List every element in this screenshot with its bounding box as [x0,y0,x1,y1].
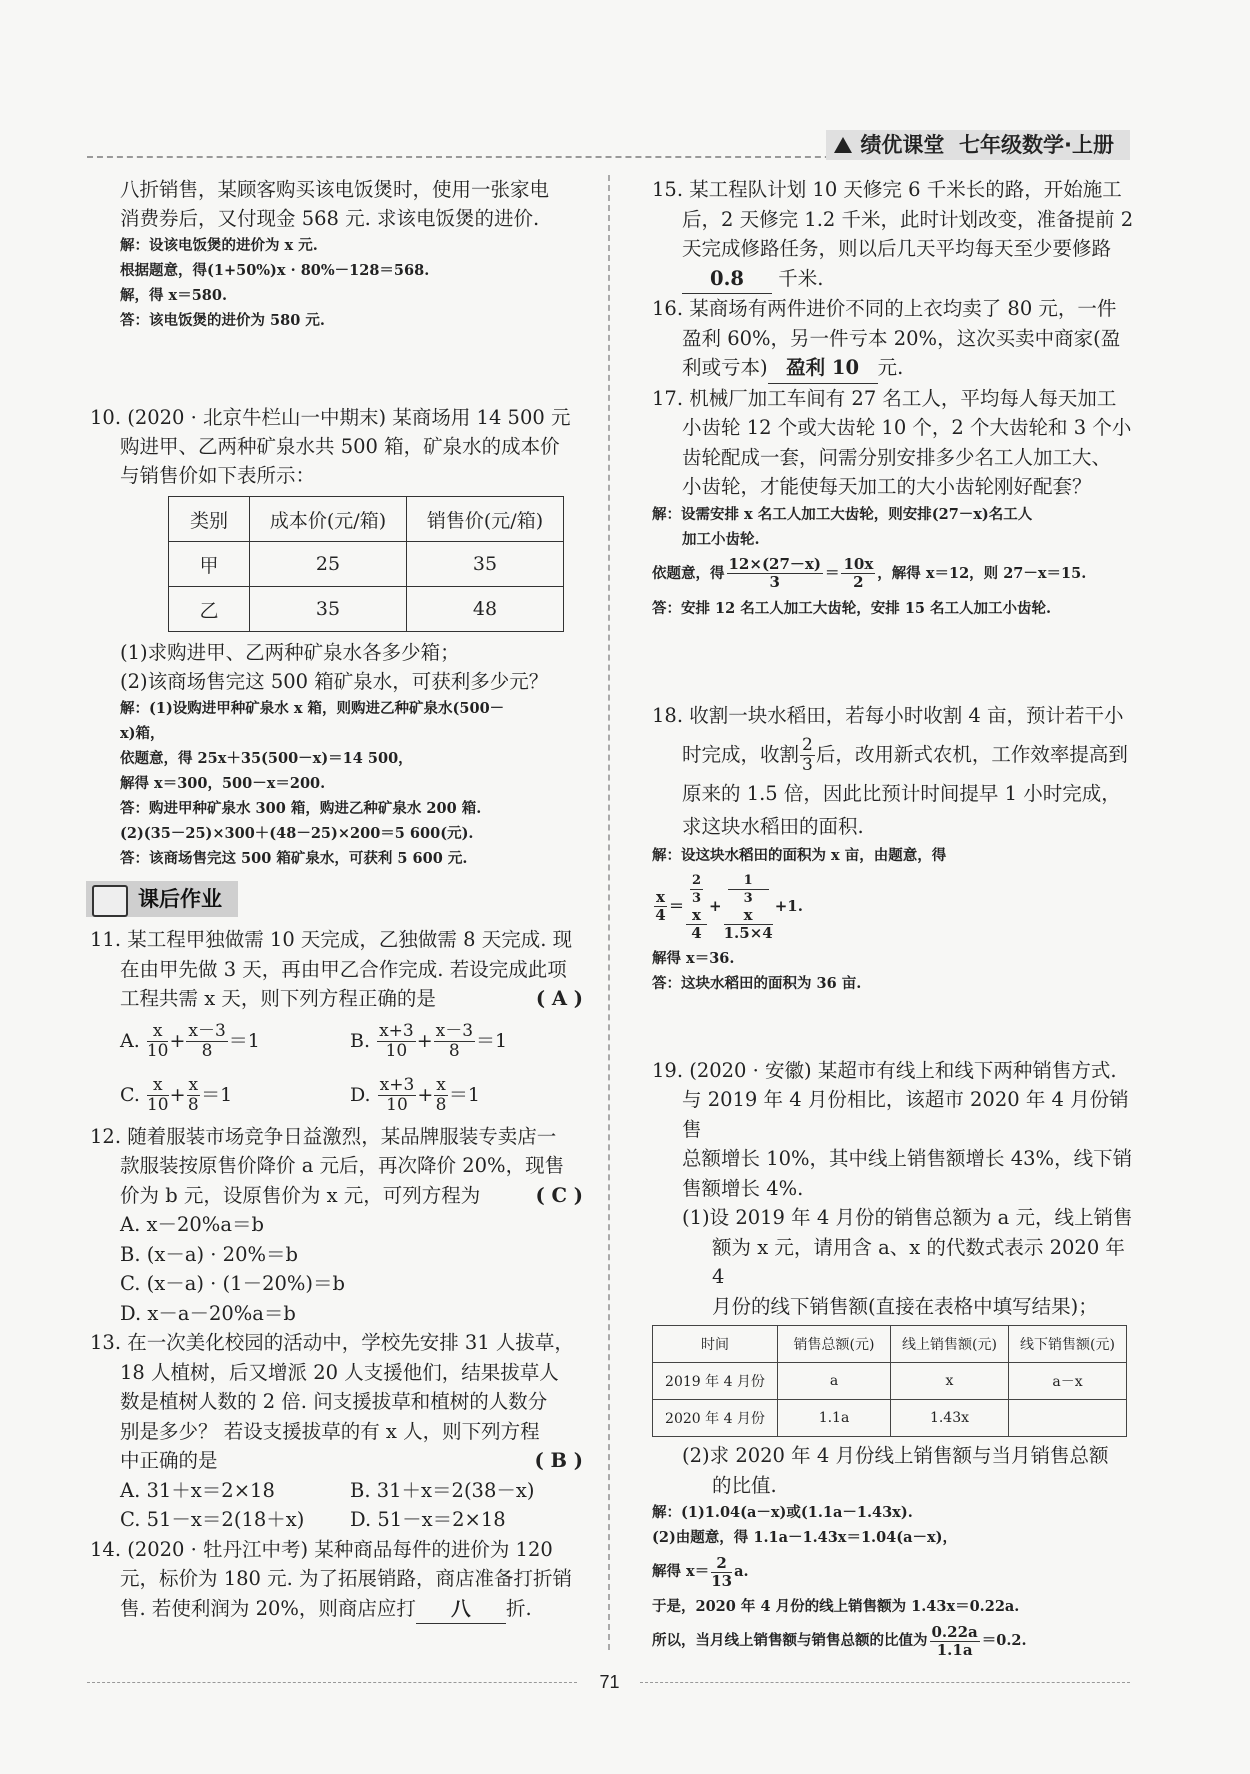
q12-option: D. x－a－20%a＝b [120,1301,296,1325]
q18-answer-line: 解：设这块水稻田的面积为 x 亩，由题意，得 [652,846,947,864]
q14-line: 元，标价为 180 元. 为了拓展销路，商店准备打折销 [120,1567,573,1590]
page-footer [87,1672,1130,1692]
q19-answer-line: 于是，2020 年 4 月份的线上销售额为 1.43x＝0.22a. [652,1598,1020,1615]
denominator: 10 [386,1095,408,1115]
q17-answer-line: 答：安排 12 名工人加工大齿轮，安排 15 名工人加工小齿轮. [652,599,1052,617]
q15-line: 15. 某工程队计划 10 天修完 6 千米长的路，开始施工 [652,178,1122,201]
q17-line: 小齿轮 12 个或大齿轮 10 个，2 个大齿轮和 3 个小 [682,416,1132,439]
numerator: x－3 [188,1021,226,1041]
table-cell: 乙 [169,587,250,632]
option-label: D. [350,1083,371,1106]
q15-line [652,264,1135,295]
q11-answer: A [551,987,567,1010]
denominator: 2 [853,573,864,591]
q13-line: 18 人植树，后又增派 20 人支援他们，结果拔草人 [120,1360,559,1384]
footer-rule [640,1682,1130,1683]
q16-line [652,353,1135,384]
q17-line: 齿轮配成一套，问需分别安排多少名工人加工大、 [682,445,1112,469]
numerator: x [436,1075,446,1095]
table-header: 成本价(元/箱) [250,497,407,542]
denominator: 3 [691,890,702,906]
section-title [86,881,238,917]
q13-option: A. 31＋x＝2×18 [120,1478,275,1502]
q10-answer-line: 解得 x＝300，500－x＝200. [120,775,326,792]
q14-line: 14. (2020 · 牡丹江中考) 某种商品每件的进价为 120 [90,1537,553,1561]
section-title-text: 课后作业 [138,887,222,911]
eq-suffix: +1. [774,896,803,915]
price-table [168,496,564,632]
table-cell: a [778,1363,891,1400]
table-cell: 48 [407,587,564,632]
numerator: x [147,1022,169,1042]
numerator: 12×(27－x) [728,555,821,573]
numerator: 10x [843,555,874,573]
q17-answer-line: 解：设需安排 x 名工人加工大齿轮，则安排(27－x)名工人 [652,505,1033,523]
equals-one: ＝1 [448,1083,480,1106]
q19-part: 额为 x 元，请用含 a、x 的代数式表示 2020 年 4 [712,1235,1125,1288]
q14-tail: 折. [505,1596,532,1620]
book-title: 绩优课堂 [860,133,945,157]
q19-answer-line: 解：(1)1.04(a－x)或(1.1a－1.43x). [652,1504,913,1521]
numerator: 1 [728,872,769,890]
q18-answer-line: 解得 x＝36. [652,949,735,967]
q9-answer-line: 解：设该电饭煲的进价为 x 元. [120,237,318,254]
table-cell: 2020 年 4 月份 [653,1400,778,1437]
operator: + [416,1029,433,1052]
eq-prefix: 解得 x＝ [652,1563,710,1580]
q10-part: (1)求购进甲、乙两种矿泉水各多少箱； [120,641,460,664]
q12-option: C. (x－a) · (1－20%)＝b [120,1272,346,1295]
q10-answer-line: x)箱， [120,725,165,742]
q15-blank: 0.8 [682,264,772,295]
q11-line: 在由甲先做 3 天，再由甲乙合作完成. 若设完成此项 [120,957,567,981]
table-cell: 甲 [169,542,250,587]
triangle-icon [834,137,852,153]
q11-line: 11. 某工程甲独做需 10 天完成，乙独做需 8 天完成. 现 [90,928,573,951]
q10-line: 与销售价如下表所示： [120,464,316,487]
q18-text: 后，改用新式农机，工作效率提高到 [815,742,1128,766]
denominator: 3 [802,754,813,775]
q13-line: 数是植树人数的 2 倍. 问支援拔草和植树的人数分 [120,1390,548,1413]
q19-part: (2)求 2020 年 4 月份线上销售额与当月销售总额 [682,1444,1109,1467]
numerator: x [656,888,665,906]
denominator: 8 [448,1041,460,1061]
q13-answer: B [550,1449,567,1472]
option-label: A. [120,1029,140,1052]
eq-prefix: 依题意，得 [652,564,725,582]
numerator: 2 [802,734,813,755]
operator: + [169,1029,186,1052]
q9-answer-line: 解，得 x＝580. [120,287,228,304]
q14-line-text: 售. 若使利润为 20%，则商店应打 [120,1596,416,1620]
table-cell: 35 [250,587,407,632]
q12-line: 价为 b 元，设原售价为 x 元，可列方程为 ( C ) [120,1183,583,1207]
q19-solve [652,1550,1135,1594]
denominator: 4 [691,923,702,942]
q15-line: 后，2 天修完 1.2 千米，此时计划改变，准备提前 2 [682,207,1134,231]
left-column [90,175,595,1624]
numerator: 2 [711,1555,732,1573]
table-header: 类别 [169,497,250,542]
numerator: x－3 [435,1021,474,1041]
q19-line: 与 2019 年 4 月份相比，该超市 2020 年 4 月份销售 [682,1088,1129,1141]
q9-line: 消费券后，又付现金 568 元. 求该电饭煲的进价. [120,207,540,230]
q13-option: B. 31＋x＝2(38－x) [350,1478,535,1502]
table-cell: x [891,1363,1009,1400]
q12-line: 款服装按原售价降价 a 元后，再次降价 20%，现售 [120,1154,565,1177]
numerator: x [188,1075,199,1095]
sales-table [652,1325,1127,1437]
q19-line: 19. (2020 · 安徽) 某超市有线上和线下两种销售方式. [652,1058,1117,1082]
q9-answer-line: 答：该电饭煲的进价为 580 元. [120,312,325,329]
denominator: 1.5×4 [723,923,773,942]
q18-line: 原来的 1.5 倍，因此比预计时间提早 1 小时完成， [682,781,1121,805]
q11-line: 工程共需 x 天，则下列方程正确的是 ( A ) [120,987,583,1010]
q18-equation [652,872,1135,942]
q13-line: 别是多少？ 若设支援拔草的有 x 人，则下列方程 [120,1419,540,1443]
operator: + [417,1083,434,1106]
q12-answer: C [551,1183,567,1207]
table-header: 销售总额(元) [778,1326,891,1363]
eq-suffix: a. [734,1563,749,1580]
q11-line-text: 工程共需 x 天，则下列方程正确的是 [120,987,436,1010]
q19-part: (1)设 2019 年 4 月份的销售总额为 a 元，线上销售 [682,1206,1133,1229]
q16-blank: 盈利 10 [768,353,878,384]
table-header: 线上销售额(元) [891,1326,1009,1363]
q13-line: 13. 在一次美化校园的活动中，学校先安排 31 人拔草， [90,1331,574,1354]
q12-option: B. (x－a) · 20%＝b [120,1242,298,1266]
q10-answer-line: 解：(1)设购进甲种矿泉水 x 箱，则购进乙种矿泉水(500－ [120,700,505,717]
denominator: 10 [146,1095,169,1115]
q15-line: 天完成修路任务，则以后几天平均每天至少要修路 [682,237,1112,260]
q12-line: 12. 随着服装市场竞争日益激烈，某品牌服装专卖店一 [90,1124,557,1148]
denominator: 8 [435,1095,447,1115]
table-header: 销售价(元/箱) [407,497,564,542]
q11-option-a [120,1014,350,1068]
q19-answer-line: (2)由题意，得 1.1a－1.43x＝1.04(a－x)， [652,1529,958,1546]
q9-line: 八折销售，某顾客购买该电饭煲时，使用一张家电 [120,178,550,201]
q19-ratio [652,1619,1135,1663]
q13-option: C. 51－x＝2(18＋x) [120,1508,305,1531]
q14-blank: 八 [416,1594,506,1625]
right-column [652,175,1135,1663]
numerator: 2 [691,872,702,888]
q16-line: 盈利 60%，另一件亏本 20%，这次买卖中商家(盈 [682,326,1121,350]
equals-one: ＝1 [228,1029,260,1052]
q11-option-d [350,1068,590,1122]
q13-line: 中正确的是 ( B ) [120,1449,583,1472]
table-cell: 2019 年 4 月份 [653,1363,778,1400]
equals: ＝ [668,896,684,915]
q19-line: 售额增长 4%. [682,1176,804,1200]
q10-line: 10. (2020 · 北京牛栏山一中期末) 某商场用 14 500 元 [90,406,571,429]
q10-answer-line: 答：购进甲种矿泉水 300 箱，购进乙种矿泉水 200 箱. [120,800,482,817]
q11-option-c [120,1068,350,1122]
denominator: 3 [769,573,780,591]
operator: + [709,896,722,915]
q10-answer-line: 依题意，得 25x＋35(500－x)＝14 500， [120,750,413,767]
operator: + [169,1083,186,1106]
denominator: 13 [711,1571,733,1590]
table-cell: 1.1a [778,1400,891,1437]
q16-line-text: 利或亏本) [682,356,768,379]
table-header: 线下销售额(元) [1009,1326,1127,1363]
q18-answer-line: 答：这块水稻田的面积为 36 亩. [652,974,862,992]
denominator: 10 [385,1041,408,1061]
q11-option-b [350,1014,590,1068]
q17-line: 17. 机械厂加工车间有 27 名工人，平均每人每天加工 [652,386,1117,410]
q9-answer-line: 根据题意，得(1+50%)x · 80%－128＝568. [120,262,430,279]
eq-suffix: ，解得 x＝12，则 27－x＝15. [877,564,1087,582]
option-label: B. [350,1029,371,1052]
q10-line: 购进甲、乙两种矿泉水共 500 箱，矿泉水的成本价 [120,435,560,458]
table-cell: a－x [1009,1363,1127,1400]
q17-line: 小齿轮，才能使每天加工的大小齿轮刚好配套？ [682,475,1092,498]
variable: x [743,905,753,924]
q18-line [652,733,1135,777]
q17-answer-line: 加工小齿轮. [682,530,760,548]
q18-line: 18. 收割一块水稻田，若每小时收割 4 亩，预计若干小 [652,703,1124,727]
denominator: 8 [201,1041,213,1061]
denominator: 10 [146,1041,169,1061]
q13-option: D. 51－x＝2×18 [350,1508,506,1531]
equals-one: ＝1 [476,1029,508,1052]
q18-text: 时完成，收割 [682,742,800,766]
variable: x [692,905,701,924]
denominator: 3 [743,890,753,906]
page-header [87,130,1130,160]
page-number: 71 [599,1672,620,1692]
q19-part: 的比值. [712,1473,777,1497]
q14-line [90,1594,595,1625]
q10-answer-line: (2)(35－25)×300＋(48－25)×200＝5 600(元). [120,825,474,842]
q17-equation [652,552,1135,596]
table-cell: 25 [250,542,407,587]
table-cell: 35 [407,542,564,587]
q19-line: 总额增长 10%，其中线上销售额增长 43%，线下销 [682,1147,1133,1170]
q16-tail: 元. [877,356,904,379]
table-cell: 1.43x [891,1400,1009,1437]
numerator: x [147,1076,169,1096]
q10-part: (2)该商场售完这 500 箱矿泉水，可获利多少元？ [120,670,549,693]
denominator: 1.1a [936,1640,973,1659]
denominator: 4 [655,906,666,924]
q15-tail: 千米. [778,266,824,290]
table-cell [1009,1400,1127,1437]
q19-part: 月份的线下销售额(直接在表格中填写结果)； [712,1294,1098,1318]
q13-line-text: 中正确的是 [120,1449,218,1472]
numerator: x+3 [379,1075,415,1095]
eq-suffix: ＝0.2. [981,1632,1027,1649]
q10-answer-line: 答：该商场售完这 500 箱矿泉水，可获利 5 600 元. [120,850,468,867]
column-divider [608,175,610,1650]
pencil-icon [92,885,128,917]
equals-one: ＝1 [201,1083,233,1106]
eq-prefix: 所以，当月线上销售额与销售总额的比值为 [652,1632,928,1649]
q12-line-text: 价为 b 元，设原售价为 x 元，可列方程为 [120,1183,481,1207]
numerator: 0.22a [931,1622,978,1641]
q18-line: 求这块水稻田的面积. [682,814,864,838]
equals: ＝ [824,564,840,582]
footer-rule [87,1682,577,1683]
option-label: C. [120,1083,140,1106]
denominator: 8 [187,1095,199,1115]
q16-line: 16. 某商场有两件进价不同的上衣均卖了 80 元，一件 [652,297,1117,320]
header-badge [826,130,1130,160]
book-subtitle: 七年级数学·上册 [959,133,1114,157]
q12-option: A. x－20%a＝b [120,1213,264,1236]
table-header: 时间 [653,1326,778,1363]
numerator: x+3 [379,1021,414,1041]
